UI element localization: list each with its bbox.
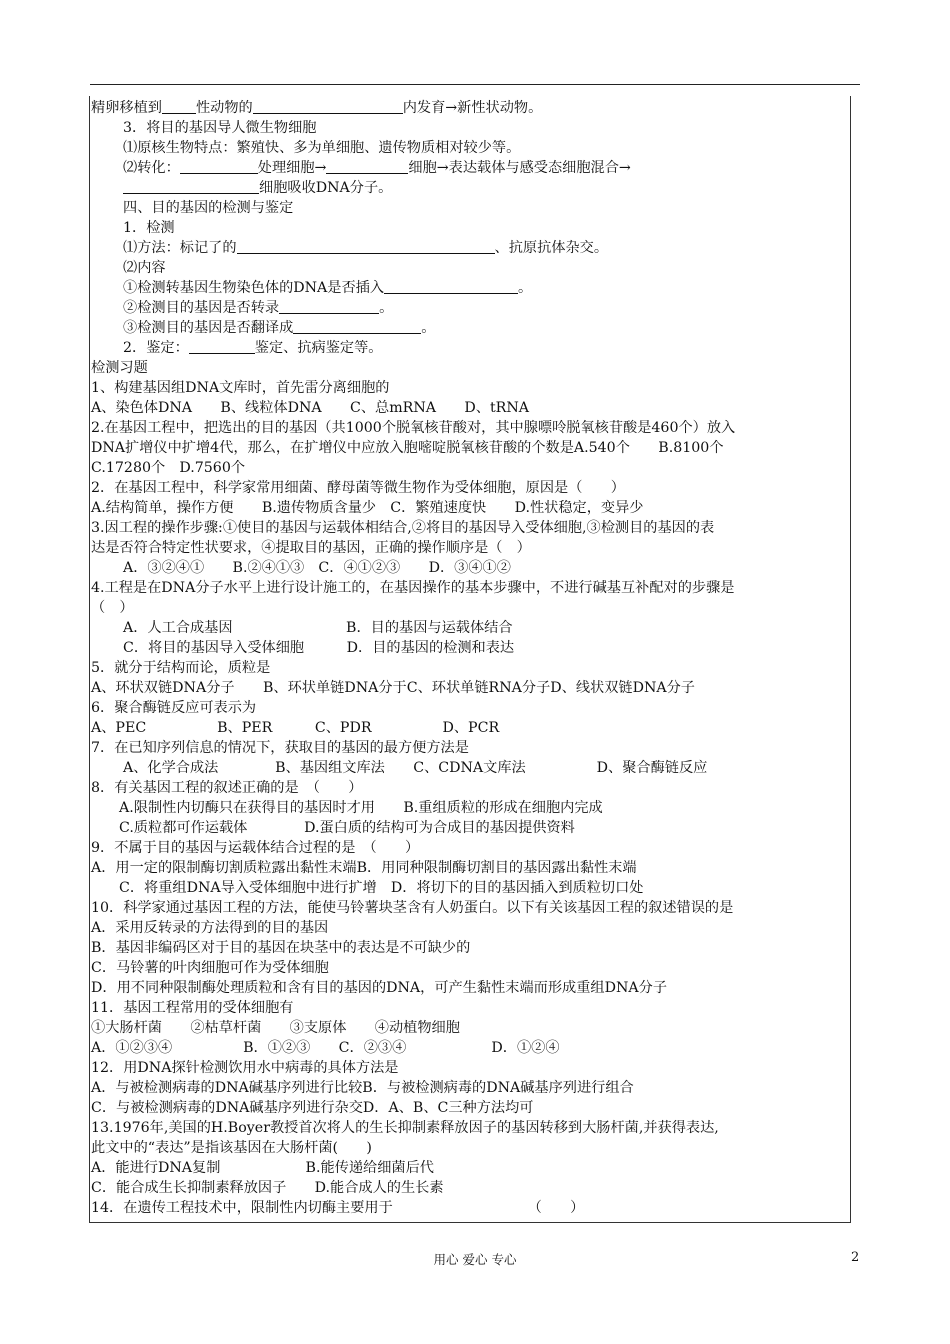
text-segment: A．与被检测病毒的DNA碱基序列进行比较B．与被检测病毒的DNA碱基序列进行组合: [91, 1080, 634, 1096]
text-line: [91, 578, 734, 598]
text-segment: 鉴定、抗病鉴定等。: [254, 340, 383, 356]
text-segment: A．能进行DNA复制 B.能传递给细菌后代: [91, 1160, 434, 1176]
text-segment: 13.1976年,美国的H.Boyer教授首次将人的生长抑制素释放因子的基因转移到大肠杆菌,并获得表达,: [91, 1120, 719, 1136]
text-segment: 精卵移植到: [91, 100, 162, 116]
text-segment: 、抗原抗体杂交。: [494, 240, 609, 256]
text-segment: ⑵内容: [123, 260, 166, 276]
text-line: [119, 818, 575, 838]
text-segment: 。: [421, 320, 436, 336]
text-segment: 此文中的“表达”是指该基因在大肠杆菌( ): [91, 1140, 372, 1156]
text-segment: C．将目的基因导入受体细胞 D．目的基因的检测和表达: [123, 640, 515, 656]
text-segment: 7．在已知序列信息的情况下，获取目的基因的最方便方法是: [91, 740, 469, 756]
text-segment: 14．在遗传工程技术中，限制性内切酶主要用于 （ ）: [91, 1200, 585, 1216]
text-segment: A、化学合成法 B、基因组文库法 C、CDNA文库法 D、聚合酶链反应: [123, 760, 708, 776]
text-segment: 达是否符合特定性状要求，④提取目的基因，正确的操作顺序是（ ）: [91, 540, 531, 556]
text-segment: A.限制性内切酶只在获得目的基因时才用 B.重组质粒的形成在细胞内完成: [119, 800, 603, 816]
text-segment: ①大肠杆菌 ②枯草杆菌 ③支原体 ④动植物细胞: [91, 1020, 460, 1036]
text-line: [123, 618, 513, 638]
text-segment: C.质粒都可作运载体 D.蛋白质的结构可为合成目的基因提供资料: [119, 820, 575, 836]
text-segment: C．与被检测病毒的DNA碱基序列进行杂交D．A、B、C三种方法均可: [91, 1100, 534, 1116]
text-segment: A．人工合成基因 B．目的基因与运载体结合: [123, 620, 513, 636]
text-segment: ⑴方法：标记了的: [123, 240, 237, 256]
fill-in-blank[interactable]: [326, 159, 408, 174]
text-segment: ⑴原核生物特点：繁殖快、多为单细胞、遗传物质相对较少等。: [123, 140, 521, 156]
text-segment: C.17280个 D.7560个: [91, 460, 246, 476]
text-line: [123, 238, 608, 258]
text-line: [91, 938, 470, 958]
text-segment: 细胞→表达载体与感受态细胞混合→: [408, 160, 631, 176]
fill-in-blank[interactable]: [123, 179, 259, 194]
text-segment: 1．检测: [123, 220, 175, 236]
text-segment: 处理细胞→: [257, 160, 327, 176]
text-line: [123, 138, 520, 158]
text-segment: 2．鉴定：: [123, 340, 189, 356]
page-number: 2: [851, 1250, 860, 1265]
fill-in-blank[interactable]: [253, 99, 403, 114]
text-line: [91, 1118, 719, 1138]
text-line: [123, 318, 435, 338]
text-line: [91, 718, 499, 738]
text-line: [91, 398, 529, 418]
text-segment: A、PEC B、PER C、PDR D、PCR: [91, 720, 500, 736]
text-line: [91, 1178, 444, 1198]
text-line: [91, 478, 625, 498]
text-segment: 10．科学家通过基因工程的方法，能使马铃薯块茎含有人奶蛋白。以下有关该基因工程的叙述错误的是: [91, 900, 734, 916]
fill-in-blank[interactable]: [180, 159, 258, 174]
text-line: [91, 1078, 634, 1098]
text-line: [123, 118, 316, 138]
text-segment: A．③②④① B.②④①③ C．④①②③ D．③④①②: [123, 560, 511, 576]
text-line: [91, 598, 134, 618]
text-segment: ⑵转化：: [123, 160, 180, 176]
text-segment: C．马铃薯的叶肉细胞可作为受体细胞: [91, 960, 329, 976]
text-segment: 。: [518, 280, 533, 296]
text-line: [123, 258, 166, 278]
text-line: [91, 518, 714, 538]
text-line: [91, 898, 733, 918]
text-line: [91, 1198, 584, 1218]
text-segment: D．用不同种限制酶处理质粒和含有目的基因的DNA，可产生黏性末端而形成重组DNA分子: [91, 980, 668, 996]
text-line: [91, 1018, 460, 1038]
text-segment: 检测习题: [91, 360, 148, 376]
fill-in-blank[interactable]: [293, 319, 421, 334]
text-line: [91, 378, 389, 398]
fill-in-blank[interactable]: [162, 99, 196, 114]
text-segment: 细胞吸收DNA分子。: [259, 180, 393, 196]
fill-in-blank[interactable]: [237, 239, 495, 254]
text-segment: DNA扩增仪中扩增4代，那么，在扩增仪中应放入胞嘧啶脱氧核苷酸的个数是A.540个 B.8100个: [91, 440, 724, 456]
fill-in-blank[interactable]: [384, 279, 518, 294]
text-line: [91, 1038, 560, 1058]
text-line: [123, 298, 393, 318]
text-segment: 四、目的基因的检测与鉴定: [123, 200, 294, 216]
text-segment: ①检测转基因生物染色体的DNA是否插入: [123, 280, 385, 296]
text-line: [91, 778, 363, 798]
text-line: [91, 678, 695, 698]
text-line: [91, 958, 329, 978]
text-line: [91, 858, 637, 878]
text-segment: ③检测目的基因是否翻译成: [123, 320, 294, 336]
text-line: [91, 1058, 398, 1078]
text-line: [91, 458, 245, 478]
text-line: [91, 738, 469, 758]
fill-in-blank[interactable]: [189, 339, 255, 354]
text-segment: 4.工程是在DNA分子水平上进行设计施工的，在基因操作的基本步骤中，不进行碱基互补配对的步骤是: [91, 580, 735, 596]
text-segment: A．采用反转录的方法得到的目的基因: [91, 920, 329, 936]
text-segment: 8．有关基因工程的叙述正确的是 （ ）: [91, 780, 363, 796]
text-line: [91, 698, 256, 718]
page-footer: 用心 爱心 专心: [433, 1252, 517, 1267]
text-segment: B．基因非编码区对于目的基因在块茎中的表达是不可缺少的: [91, 940, 471, 956]
text-line: [91, 358, 148, 378]
text-line: [119, 878, 643, 898]
text-line: [91, 918, 328, 938]
text-line: [91, 98, 542, 118]
text-line: [123, 338, 382, 358]
text-line: [123, 558, 511, 578]
text-segment: 2.在基因工程中，把选出的目的基因（共1000个脱氧核苷酸对，其中腺嘌呤脱氧核苷酸是460个）放入: [91, 420, 736, 436]
text-line: [123, 758, 707, 778]
text-segment: A．①②③④ B．①②③ C．②③④ D．①②④: [91, 1040, 560, 1056]
text-line: [91, 1098, 533, 1118]
text-line: [91, 658, 270, 678]
text-segment: 12．用DNA探针检测饮用水中病毒的具体方法是: [91, 1060, 399, 1076]
text-line: [91, 1138, 372, 1158]
text-line: [91, 838, 419, 858]
text-segment: 9．不属于目的基因与运载体结合过程的是 （ ）: [91, 840, 420, 856]
text-segment: A.结构简单，操作方便 B.遗传物质含量少 C．繁殖速度快 D.性状稳定，变异少: [91, 500, 644, 516]
text-segment: 11．基因工程常用的受体细胞有: [91, 1000, 294, 1016]
text-line: [91, 498, 644, 518]
text-segment: 5．就分于结构而论，质粒是: [91, 660, 271, 676]
text-line: [91, 438, 724, 458]
text-line: [119, 798, 603, 818]
text-segment: 性动物的: [195, 100, 253, 116]
text-segment: C．能合成生长抑制素释放因子 D.能合成人的生长素: [91, 1180, 444, 1196]
text-line: [91, 538, 531, 558]
text-segment: ②检测目的基因是否转录: [123, 300, 280, 316]
text-line: [123, 638, 514, 658]
text-segment: 3．将目的基因导人微生物细胞: [123, 120, 317, 136]
text-segment: C．将重组DNA导入受体细胞中进行扩增 D．将切下的目的基因插入到质粒切口处: [119, 880, 644, 896]
text-segment: 6．聚合酶链反应可表示为: [91, 700, 257, 716]
text-segment: 。: [379, 300, 394, 316]
text-segment: 内发育→新性状动物。: [402, 100, 543, 116]
text-line: [123, 158, 631, 178]
text-line: [123, 278, 532, 298]
text-segment: （ ）: [91, 600, 134, 616]
text-segment: A．用一定的限制酶切割质粒露出黏性末端B．用同种限制酶切割目的基因露出黏性末端: [91, 860, 637, 876]
text-line: [123, 218, 175, 238]
text-segment: 1、构建基因组DNA文库时，首先雷分离细胞的: [91, 380, 390, 396]
text-line: [91, 1158, 434, 1178]
text-segment: A、染色体DNA B、线粒体DNA C、总mRNA D、tRNA: [91, 400, 529, 416]
text-segment: 3.因工程的操作步骤:①使目的基因与运载体相结合,②将目的基因导入受体细胞,③检测目的基因的表: [91, 520, 715, 536]
text-segment: A、环状双链DNA分子 B、环状单链DNA分于C、环状单链RNA分子D、线状双链DNA分子: [91, 680, 695, 696]
fill-in-blank[interactable]: [279, 299, 379, 314]
text-line: [91, 998, 294, 1018]
header-rule: [90, 84, 860, 85]
text-line: [91, 978, 667, 998]
text-line: [91, 418, 735, 438]
text-segment: 2．在基因工程中，科学家常用细菌、酵母菌等微生物作为受体细胞，原因是（ ）: [91, 480, 625, 496]
text-line: [123, 178, 392, 198]
text-line: [123, 198, 293, 218]
